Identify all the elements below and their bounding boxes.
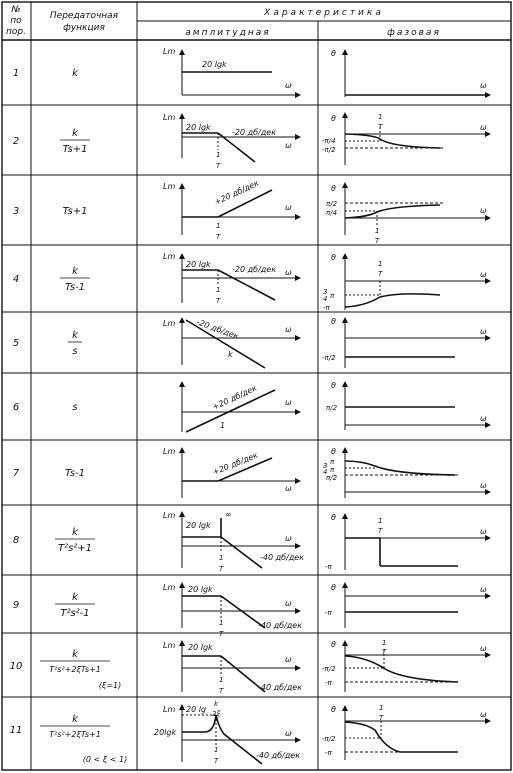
amp-slope-6: +20 дб/дек [211, 383, 259, 412]
amp-1-9: 1 [219, 619, 224, 627]
row-num-7: 7 [12, 468, 20, 479]
tf-4-num: k [72, 266, 78, 277]
header-num-3: пор. [6, 27, 26, 37]
phase-plots [345, 50, 490, 760]
amplitude-labels [154, 47, 304, 765]
phase-plot-8 [345, 514, 490, 570]
header-phase: фазовая [387, 28, 441, 38]
amp-t-4: T [216, 297, 221, 305]
ph-omega-11: ω [480, 710, 487, 719]
ph-1-2: 1 [378, 113, 383, 121]
header-num-1: № [11, 5, 21, 15]
ph-omega-6: ω [480, 414, 487, 423]
ph-theta-1: θ [331, 49, 336, 58]
amp-lm-4: Lm [163, 252, 176, 261]
row-num-11: 11 [9, 725, 23, 736]
ph-b-4: 4 [323, 295, 328, 303]
ph-theta-3: θ [331, 184, 336, 193]
amp-lm-3: Lm [163, 182, 176, 191]
tf-4-den: Ts-1 [64, 282, 86, 293]
amp-1-8: 1 [219, 554, 224, 562]
amp-omega-7: ω [285, 484, 292, 493]
row-num-5: 5 [12, 338, 20, 349]
amp-omega-11: ω [285, 729, 292, 738]
tf-10-den: T²s²+2ξTs+1 [49, 665, 101, 674]
tf-9-den: T²s²-1 [60, 608, 90, 619]
ph-a-7: 3 [323, 462, 328, 470]
ph-pi-7: π [330, 458, 335, 466]
amplitude-plots [182, 50, 303, 764]
amp-t-3: T [216, 233, 221, 241]
ph-pi2-6: π/2 [326, 404, 338, 412]
ph-1-3: 1 [375, 227, 380, 235]
row-num-3: 3 [12, 206, 20, 217]
amp-omega-1: ω [285, 81, 292, 90]
amp-1-4: 1 [216, 286, 221, 294]
amp-plot-2 [182, 114, 300, 162]
amp-omega-5: ω [285, 325, 292, 334]
amp-lm-10: Lm [163, 641, 176, 650]
amp-omega-9: ω [285, 599, 292, 608]
ph-omega-5: ω [480, 327, 487, 336]
tf-3: Ts+1 [62, 206, 88, 217]
ph-omega-9: ω [480, 585, 487, 594]
amp-omega-2: ω [285, 141, 292, 150]
ph-1-4: 1 [378, 260, 383, 268]
ph-t-10: T [382, 648, 387, 656]
ph-theta-11: θ [331, 705, 336, 714]
row-num-8: 8 [12, 535, 20, 546]
tf-7: Ts-1 [64, 468, 86, 479]
tf-11-den: T²s²+2ξTs+1 [49, 730, 101, 739]
amp-omega-6: ω [285, 398, 292, 407]
amp-slope-9: -40 дб/дек [258, 621, 303, 630]
amp-k-5: k [228, 350, 233, 359]
tf-5-den: s [72, 346, 78, 357]
ph-mpi-9: -π [325, 609, 332, 617]
ph-mpi2-10: -π/2 [322, 665, 336, 673]
amp-lgk-1: 20 lgk [202, 60, 227, 69]
phase-plot-2 [345, 113, 490, 165]
ph-omega-2: ω [480, 123, 487, 132]
amp-t-10: T [219, 687, 224, 695]
amp-lm-11: Lm [163, 705, 176, 714]
amp-2z-11: 2ξ [212, 710, 221, 718]
ph-theta-5: θ [331, 317, 336, 326]
phase-plot-6 [345, 382, 490, 430]
tf-5-num: k [72, 330, 78, 341]
ph-mpi-11: -π [325, 749, 332, 757]
phase-plot-5 [345, 318, 490, 368]
amp-slope-8: -40 дб/дек [260, 553, 305, 562]
ph-omega-8: ω [480, 527, 487, 536]
tf-1: k [72, 68, 78, 79]
ph-mpi-4: -π [323, 304, 330, 312]
header-tf-2: функция [63, 23, 105, 33]
row-numbers [10, 68, 23, 736]
tf-6: s [72, 402, 78, 413]
row-num-1: 1 [12, 68, 20, 79]
amp-slope-10: -40 дб/дек [258, 683, 303, 692]
amp-slope-4: -20 дб/дек [232, 265, 277, 274]
ph-mpi-8: -π [325, 563, 332, 571]
tf-11-cond: (0 < ξ < 1) [82, 755, 128, 764]
ph-t-11: T [379, 714, 384, 722]
row-num-4: 4 [12, 274, 20, 285]
ph-mpi2-11: -π/2 [322, 735, 336, 743]
ph-b-7: 4 [323, 468, 328, 476]
tf-10-num: k [72, 649, 78, 660]
ph-omega-10: ω [480, 644, 487, 653]
header-tf-1: Передаточная [49, 11, 119, 21]
amp-1-3: 1 [216, 222, 221, 230]
row-num-9: 9 [12, 600, 20, 611]
row-num-10: 10 [9, 661, 23, 672]
ph-theta-8: θ [331, 513, 336, 522]
ph-theta-4: θ [331, 253, 336, 262]
tf-11-num: k [72, 714, 78, 725]
amp-t-9: T [219, 630, 224, 638]
amp-slope-2: -20 дб/дек [232, 128, 277, 137]
ph-1-8: 1 [378, 517, 383, 525]
ph-omega-7: ω [480, 481, 487, 490]
amp-slope-5: -20 дб/дек [195, 317, 240, 341]
amp-slope-11: -40 дб/дек [256, 751, 301, 760]
phase-labels [322, 49, 487, 757]
phase-plot-11 [345, 706, 490, 760]
ph-t-8: T [378, 527, 383, 535]
phase-plot-10 [345, 641, 490, 692]
ph-mpi-10: -π [325, 679, 332, 687]
ph-theta-6: θ [331, 381, 336, 390]
amp-lgk-4: 20 lgk [186, 260, 211, 269]
ph-1-11: 1 [379, 704, 384, 712]
amp-k-11: k [214, 700, 219, 708]
amp-lgk-9: 20 lgk [188, 585, 213, 594]
ph-t-4: T [378, 270, 383, 278]
ph-theta-7: θ [331, 447, 336, 456]
amp-t-8: T [219, 565, 224, 573]
amp-omega-4: ω [285, 268, 292, 277]
ph-a-4: 3 [323, 288, 328, 296]
amp-lgk-left-11: 20lgk [154, 728, 177, 737]
tf-9-num: k [72, 592, 78, 603]
ph-mpi2-5: -π/2 [322, 354, 336, 362]
amp-omega-3: ω [285, 203, 292, 212]
ph-omega-4: ω [480, 270, 487, 279]
ph-sym-4: π [330, 292, 335, 300]
ph-mpi4-2: -π/4 [322, 137, 336, 145]
ph-theta-2: θ [331, 114, 336, 123]
row-num-2: 2 [12, 136, 20, 147]
amp-slope-7: +20 дб/дек [211, 450, 260, 477]
ph-pi2-3: π/2 [326, 200, 338, 208]
transfer-functions [40, 68, 127, 764]
phase-plot-9 [345, 583, 490, 628]
ph-sym-7: π [330, 466, 335, 474]
amp-lgk-frac-11: 20 lg [186, 705, 207, 714]
amp-t-2: T [216, 162, 221, 170]
header-characteristic: Характеристика [264, 8, 384, 18]
ph-pi4-3: π/4 [326, 209, 338, 217]
tf-8-den: T²s²+1 [57, 543, 93, 554]
amp-omega-8: ω [285, 534, 292, 543]
amp-slope-3: +20 дб/дек [213, 178, 261, 207]
amp-1-11: 1 [214, 746, 219, 754]
amp-lm-5: Lm [163, 319, 176, 328]
amp-1-10: 1 [219, 676, 224, 684]
header-amplitude: амплитудная [185, 28, 271, 38]
phase-plot-1 [345, 50, 490, 97]
phase-plot-3 [345, 183, 490, 235]
amp-lm-8: Lm [163, 511, 176, 520]
tf-10-cond: (ξ=1) [98, 681, 122, 690]
ph-1-10: 1 [382, 639, 387, 647]
amp-t-11: T [214, 757, 219, 765]
ph-omega-3: ω [480, 206, 487, 215]
amp-lgk-10: 20 lgk [188, 643, 213, 652]
ph-omega-1: ω [480, 81, 487, 90]
ph-t-2: T [378, 123, 383, 131]
amp-lm-2: Lm [163, 113, 176, 122]
ph-theta-9: θ [331, 583, 336, 592]
ph-mpi2-2: -π/2 [322, 146, 336, 154]
amp-one-6: 1 [220, 421, 226, 430]
amp-lgk-8: 20 lgk [186, 521, 211, 530]
ph-theta-10: θ [331, 640, 336, 649]
ph-pi2-7: π/2 [326, 474, 338, 482]
amp-plot-1 [182, 50, 300, 95]
amp-lm-7: Lm [163, 447, 176, 456]
tf-8-num: k [72, 527, 78, 538]
amp-lgk-2: 20 lgk [186, 123, 211, 132]
phase-plot-7 [345, 448, 490, 498]
row-num-6: 6 [12, 402, 20, 413]
phase-plot-4 [345, 254, 490, 310]
amp-inf-8: ∞ [225, 510, 232, 519]
ph-t-3: T [375, 237, 380, 245]
header-num-2: по [10, 16, 22, 26]
amp-omega-10: ω [285, 655, 292, 664]
tf-2-num: k [72, 128, 78, 139]
amp-lm-1: Lm [163, 47, 176, 56]
tf-2-den: Ts+1 [62, 144, 88, 155]
amp-lm-9: Lm [163, 583, 176, 592]
amp-1-2: 1 [216, 151, 221, 159]
